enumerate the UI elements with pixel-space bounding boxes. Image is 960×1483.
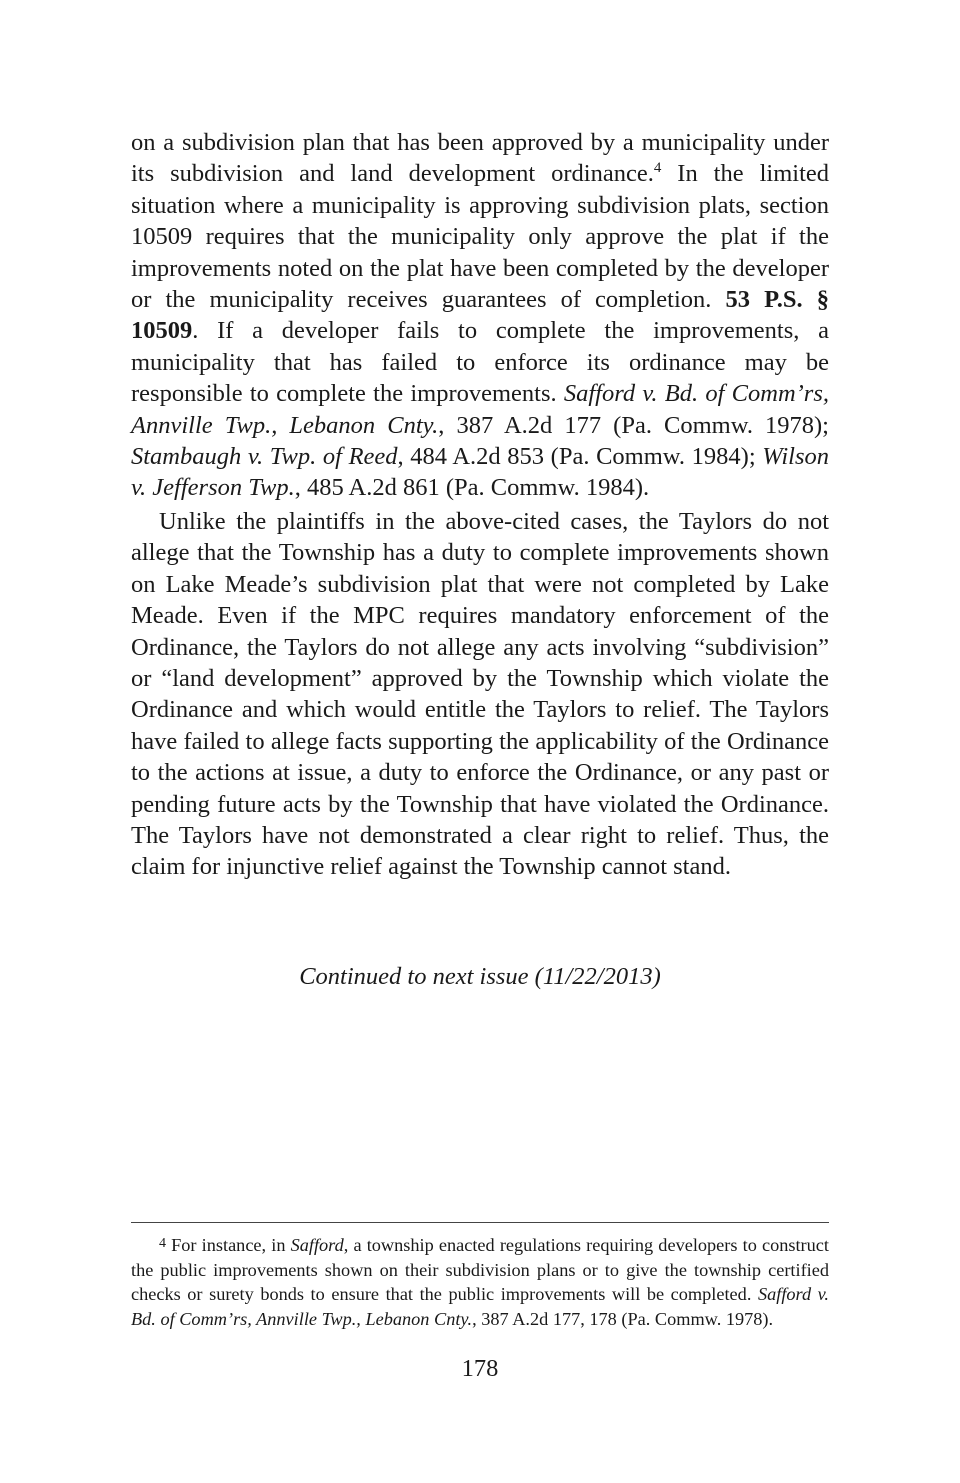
statute-citation: 53 P.S. § 10509 — [131, 286, 830, 345]
case-citation-safford: Safford v. Bd. of Comm’rs, Annville Twp., Lebanon Cnty. — [131, 380, 829, 439]
footnote-divider — [131, 1222, 829, 1223]
body-text-run: , 484 A.2d 853 (Pa. Commw. 1984); — [397, 443, 763, 471]
footnote-case-citation: Safford v. Bd. of Comm’rs, Annville Twp., Lebanon Cnty. — [131, 1284, 829, 1329]
body-text-run: , 485 A.2d 861 (Pa. Commw. 1984). — [294, 474, 650, 502]
footnote-text-run: For instance, in — [166, 1235, 291, 1255]
footnote-marker: 4 — [159, 1236, 166, 1251]
footnote-paragraph — [131, 1233, 829, 1331]
footnote-text-run: , 387 A.2d 177, 178 (Pa. Commw. 1978). — [472, 1308, 774, 1329]
continued-notice: Continued to next issue (11/22/2013) — [299, 963, 661, 990]
body-paragraph-2: Unlike the plaintiffs in the above-cited cases, the Taylors do not allege that the Township has a duty to complete improvements shown on Lake Meade’s subdivision plat that were not completed by Lake Meade. Even if the MPC requires mandatory enforcement of the Ordinance, the Taylors do not allege any acts involving “subdivision” or “land development” approved by the Township which violate the Ordinance and which would entitle the Taylors to relief. The Taylors have failed to allege facts supporting the applicability of the Ordinance to the actions at issue, a duty to enforce the Ordinance, or any past or pending future acts by the Township that have violated the Ordinance. The Taylors have not demonstrated a clear right to relief. Thus, the claim for injunctive relief against the Township cannot stand. — [131, 507, 829, 881]
case-citation-stambaugh: Stambaugh v. Twp. of Reed — [131, 443, 398, 471]
footnote-text-run: , a township enacted regulations requiring developers to construct the public improvements shown on their subdivision plans or to give the township certified checks or surety bonds to ensure that the public improvements will be completed. — [131, 1235, 829, 1304]
case-citation-wilson: Wilson v. Jefferson Twp. — [131, 443, 829, 502]
body-paragraph-1 — [131, 127, 829, 504]
body-text-run: , 387 A.2d 177 (Pa. Commw. 1978); — [438, 411, 829, 439]
main-body-text — [131, 127, 829, 883]
footnote — [131, 1233, 829, 1331]
footnote-reference-marker: 4 — [653, 160, 662, 177]
body-text-run: . If a developer fails to complete the improvements, a municipality that has failed to enforce its ordinance may be responsible to complete the improvements. — [131, 317, 829, 408]
body-text-run: In the limited situation where a municipality is approving subdivision plats, section 10509 requires that the municipality only approve the plat if the improvements noted on the plat have been completed by the developer or the municipality receives guarantees of completion. — [131, 160, 830, 314]
page-number: 178 — [461, 1355, 499, 1382]
footnote-case-name: Safford — [290, 1235, 344, 1255]
body-text-run: on a subdivision plan that has been approved by a municipality under its subdivision and land development ordinance. — [131, 129, 829, 188]
